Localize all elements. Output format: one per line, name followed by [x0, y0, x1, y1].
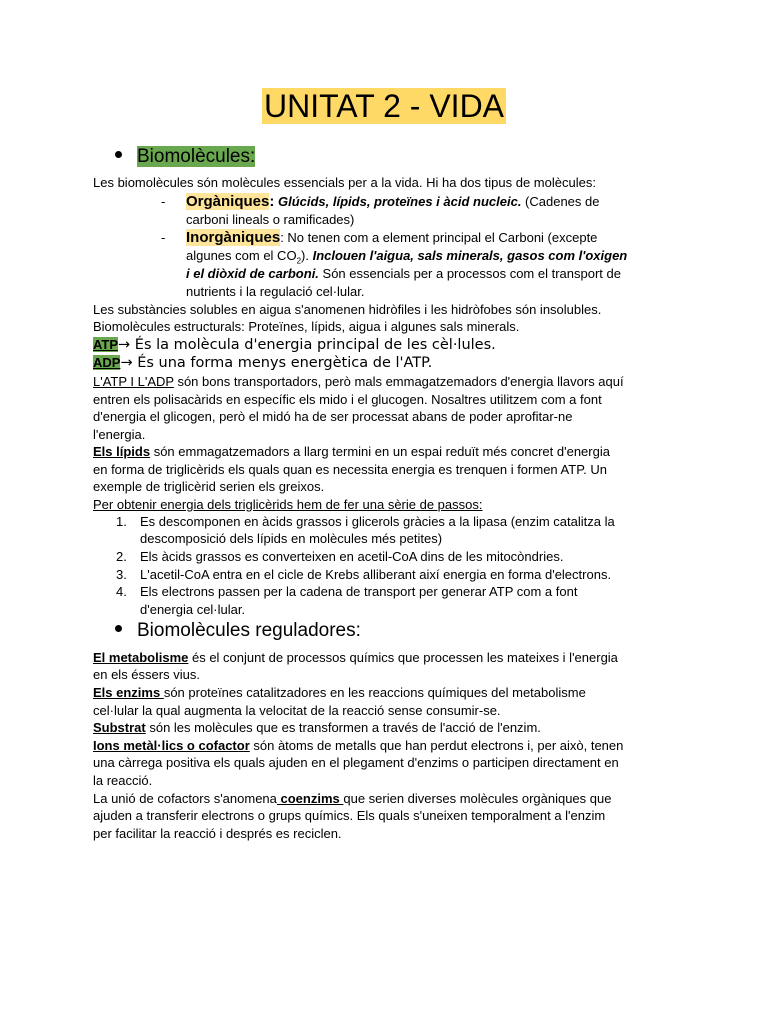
dash-marker: - — [161, 194, 166, 209]
list-number: 1. — [116, 514, 127, 529]
step-1-line-2: descomposició dels lípids en molècules més petites) — [140, 531, 443, 546]
step-4-line-1: Els electrons passen per la cadena de transport per generar ATP com a font — [140, 584, 578, 599]
solubility-paragraph: Les substàncies solubles en aigua s'anomenen hidròfiles i les hidròfobes són insolubles. — [93, 302, 602, 317]
atp-adp-line-1: L'ATP I L'ADP són bons transportadors, però mals emmagatzemadors d'energia llavors aquí — [93, 374, 624, 389]
heading-biomolecules — [115, 145, 255, 169]
adp-line: ADP→ És una forma menys energètica de l'ATP. — [93, 355, 433, 371]
step-4-line-2: d'energia cel·lular. — [140, 602, 246, 617]
atp-label: ATP — [93, 337, 119, 352]
coenzymes-line-2: ajuden a transferir electrons o grups químics. Els quals s'uneixen temporalment a l'enzim — [93, 808, 606, 823]
bullet-icon — [115, 151, 122, 158]
cofactor-line-2: una càrrega positiva els quals ajuden en el plegament d'enzims o participen directament en — [93, 755, 619, 770]
steps-intro: Per obtenir energia dels triglicèrids hem de fer una sèrie de passos: — [93, 497, 483, 512]
lipids-line-1: Els lípids són emmagatzemadors a llarg termini en un espai reduït més concret d'energia — [93, 444, 610, 459]
enzymes-line-1: Els enzims són proteïnes catalitzadores en les reaccions químiques del metabolisme — [93, 685, 586, 700]
heading-text: Biomolècules reguladores: — [137, 620, 361, 641]
enzymes-line-2: cel·lular la qual augmenta la velocitat de la reacció sense consumir-se. — [93, 703, 501, 718]
inorganics-label: Inorgàniques — [186, 229, 281, 246]
lipids-line-2: en forma de triglicèrids els quals quan es necessita energia es trenquen i formen ATP. Un — [93, 462, 608, 477]
atp-adp-line-4: l'energia. — [93, 427, 146, 442]
page-title — [0, 86, 768, 126]
organics-label: Orgàniques — [186, 193, 270, 210]
coenzymes-line-1: La unió de cofactors s'anomena coenzims que serien diverses molècules orgàniques que — [93, 791, 612, 806]
adp-label: ADP — [93, 355, 121, 370]
organics-line-2: carboni lineals o ramificades) — [186, 212, 355, 227]
atp-line: ATP→ És la molècula d'energia principal de les cèl·lules. — [93, 337, 496, 353]
metabolism-line-1: El metabolisme és el conjunt de processos químics que processen les mateixes i l'energia — [93, 650, 618, 665]
metabolism-line-2: en els éssers vius. — [93, 667, 200, 682]
inorganics-line-3: i el diòxid de carboni. Són essencials per a processos com el transport de — [186, 266, 621, 281]
organics-line-1: Orgàniques: Glúcids, lípids, proteïnes i àcid nucleic. (Cadenes de — [186, 193, 600, 210]
step-1-line-1: Es descomponen en àcids grassos i glicerols gràcies a la lipasa (enzim catalitza la — [140, 514, 615, 529]
step-2-line-1: Els àcids grassos es converteixen en acetil-CoA dins de les mitocòndries. — [140, 549, 564, 564]
atp-adp-line-2: entren els polisacàrids en específic els mido i el glucogen. Nosaltres utilitzem com a font — [93, 392, 602, 407]
title-highlight: UNITAT 2 - VIDA — [263, 88, 505, 124]
list-number: 2. — [116, 549, 127, 564]
lipids-line-3: exemple de triglicèrid serien els greixos. — [93, 479, 325, 494]
list-number: 3. — [116, 567, 127, 582]
intro-paragraph: Les biomolècules són molècules essencials per a la vida. Hi ha dos tipus de molècules: — [93, 175, 596, 190]
inorganics-line-2: algunes com el $CO_2$). Inclouen l'aigua, sals minerals, gasos com l'oxigen — [186, 248, 628, 266]
inorganics-line-1: Inorgàniques: No tenen com a element principal el Carboni (excepte — [186, 229, 598, 246]
heading-text: Biomolècules: — [137, 146, 256, 167]
list-number: 4. — [116, 584, 127, 599]
dash-marker: - — [161, 230, 166, 245]
substrate-line: Substrat són les molècules que es transformen a través de l'acció de l'enzim. — [93, 720, 541, 735]
cofactor-line-3: la reacció. — [93, 773, 153, 788]
bullet-icon — [115, 625, 122, 632]
coenzymes-line-3: per facilitar la reacció i després es reciclen. — [93, 826, 342, 841]
structural-paragraph: Biomolècules estructurals: Proteïnes, lípids, aigua i algunes sals minerals. — [93, 319, 520, 334]
heading-regulators — [115, 619, 361, 643]
cofactor-line-1: Ions metàl·lics o cofactor són àtoms de metalls que han perdut electrons i, per això, tenen — [93, 738, 624, 753]
inorganics-line-4: nutrients i la regulació cel·lular. — [186, 284, 365, 299]
step-3-line-1: L'acetil-CoA entra en el cicle de Krebs alliberant així energia en forma d'electrons. — [140, 567, 612, 582]
atp-adp-line-3: d'energia el glicogen, però el midó ha de ser processat abans de poder aprofitar-ne — [93, 409, 573, 424]
